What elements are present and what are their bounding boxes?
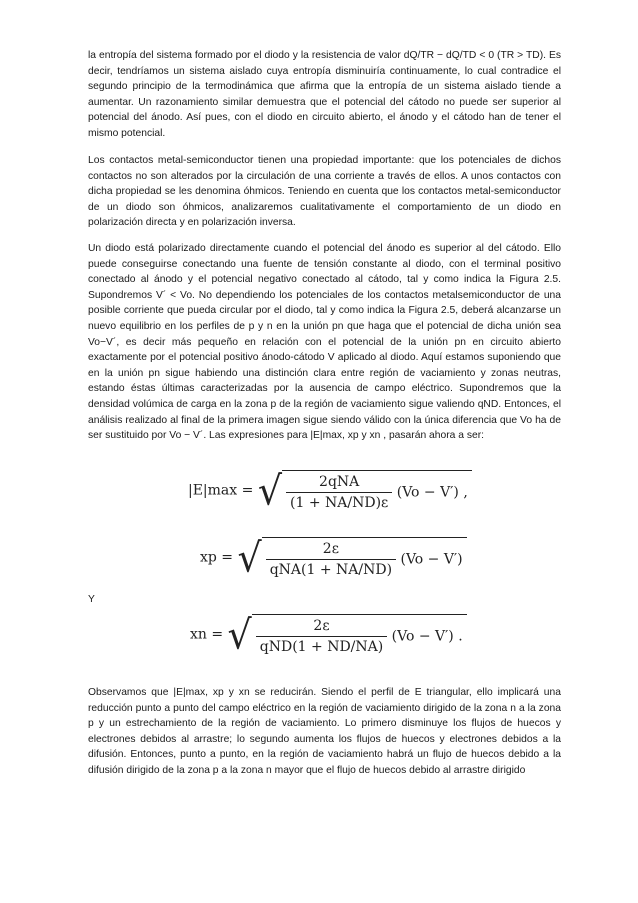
- equation-xn-factor: (Vo − V′) .: [391, 628, 463, 645]
- equation-xn: [190, 611, 467, 658]
- equation-xn-lhs: xn =: [190, 626, 224, 643]
- equation-emax-lhs: |E|max =: [188, 482, 254, 499]
- sqrt-symbol: √ $\frac{2\varepsilon}{\text{qNA(1 + NA/ND)}}$ (Vo − V′): [238, 537, 467, 578]
- equation-emax-numerator: 2qNA: [286, 474, 392, 493]
- equation-xp-lhs: xp =: [200, 549, 234, 566]
- equation-emax-denominator: (1 + NA/ND)ε: [290, 495, 389, 511]
- equation-emax-factor: (Vo − V′) ,: [396, 484, 468, 501]
- paragraph-forward-bias: Un diodo está polarizado directamente cuando el potencial del ánodo es superior al del cátodo. Ello puede conseguirse conectando una fuente de tensión constante al diodo, con el terminal positivo conectado al ánodo y el potencial negativo conectado al cátodo, tal y como indica la Figura 2.5. Supondremos V´ < Vo. No dependiendo los potenciales de los contactos metalsemiconductor de una posible corriente que pueda circular por el diodo, tal y como indica la Figura 2.5, deberá alcanzarse un nuevo equilibrio en los perfiles de p y n en la unión pn que haga que el potencial de dicha unión sea Vo−V´, es decir más pequeño en relación con el potencial de la unión pn en circuito abierto exactamente por el potencial positivo ánodo-cátodo V aplicado al diodo. Aquí estamos suponiendo que en la unión pn sigue habiendo una distinción clara entre región de vaciamiento y zonas neutras, estando éstas últimas caracterizadas por la ausencia de campo eléctrico. Supondremos que la densidad volúmica de carga en la zona p de la región de vaciamiento sigue valiendo qND. Entonces, el análisis realizado al final de la primera imagen sigue siendo válido con la única diferencia que Vo ha de ser sustituido por Vo − V´. Las expresiones para |E|max, xp y xn , pasarán ahora a ser:: [88, 243, 561, 442]
- equation-xp-numerator: 2ε: [266, 541, 396, 560]
- paragraph-entropy: la entropía del sistema formado por el diodo y la resistencia de valor dQ/TR − dQ/TD < 0 (TR > TD). Es decir, tendríamos un sistema aislado cuya entropía disminuiría continuamente, lo cual contradice el segundo principio de la termodinámica que afirma que la entropía de un sistema aislado tiende a aumentar. Un razonamiento similar demuestra que el potencial del cátodo no puede ser superior al potencial del ánodo. Así pues, con el diodo en circuito abierto, el ánodo y el cátodo han de tener el mismo potencial.: [88, 50, 561, 139]
- equation-xp-denominator: qNA(1 + NA/ND): [269, 562, 393, 578]
- paragraph-conclusion: Observamos que |E|max, xp y xn se reducirán. Siendo el perfil de E triangular, ello implicará una reducción punto a punto del campo eléctrico en la región de vaciamiento dirigido de la zona n a la zona p y un estrechamiento de la región de vaciamiento. Lo primero disminuye los flujos de huecos y electrones debidos al arrastre; lo segundo aumenta los flujos de huecos y electrones debidos a la difusión. Entonces, punto a punto, en la región de vaciamiento habrá un flujo de huecos debido a la difusión dirigido de la zona p a la zona n mayor que el flujo de huecos debido al arrastre dirigido: [88, 687, 561, 776]
- sqrt-symbol: √ $\frac{\text{2qNA}}{(1 + NA/ND)\varepsilon}$ (Vo − V′) ,: [258, 470, 472, 511]
- equation-xn-numerator: 2ε: [256, 618, 387, 637]
- equation-emax: [188, 467, 472, 514]
- sqrt-symbol: √ $\frac{2\varepsilon}{\text{qND(1 + ND/NA)}}$ (Vo − V′) .: [228, 614, 467, 655]
- equation-xn-denominator: qND(1 + ND/NA): [259, 639, 384, 655]
- connector-y: Y: [88, 594, 95, 605]
- equation-xp: [200, 534, 467, 581]
- equation-xp-factor: (Vo − V′): [400, 551, 463, 568]
- paragraph-ohmic-contacts: Los contactos metal-semiconductor tienen una propiedad importante: que los potenciales de dichos contactos no son alterados por la circulación de una corriente a través de ellos. A unos contactos con dicha propiedad se les denomina óhmicos. Teniendo en cuenta que los contactos metal-semiconductor de un diodo son óhmicos, analizaremos cualitativamente el comportamiento de un diodo en polarización directa y en polarización inversa.: [88, 155, 561, 229]
